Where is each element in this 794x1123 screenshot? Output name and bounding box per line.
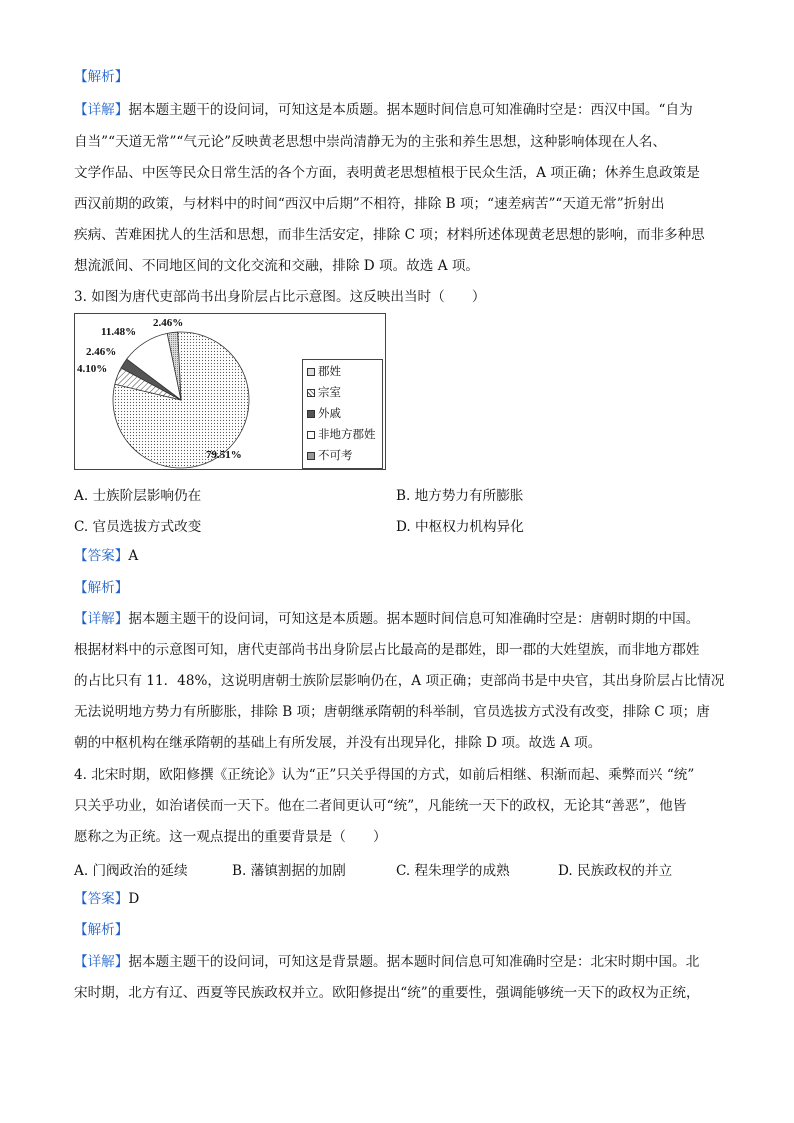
legend-swatch	[307, 389, 315, 397]
q3-detail-line: 【详解】据本题主题干的设问词，可知这是本质题。据本题时间信息可知准确时空是：唐朝时期的中国。	[74, 611, 700, 627]
pie-label-feidifang: 11.48%	[101, 326, 137, 338]
detail-paragraph-line: 文学作品、中医等民众日常生活的各个方面，表明黄老思想植根于民众生活，A 项正确；休养生息政策是	[74, 165, 700, 181]
pie-label-waiqi: 2.46%	[86, 346, 117, 358]
q3-detail-line: 根据材料中的示意图可知，唐代吏部尚书出身阶层占比最高的是郡姓，即一郡的大姓望族，而非地方郡姓	[74, 642, 700, 658]
q3-detail-line: 的占比只有 11．48%，这说明唐朝士族阶层影响仍在，A 项正确；吏部尚书是中央官，其出身阶层占比情况	[74, 673, 725, 689]
pie-label-bukekao: 2.46%	[153, 317, 184, 329]
q4-answer: 【答案】D	[74, 891, 140, 907]
chart-legend	[302, 359, 383, 469]
q3-detail-line: 无法说明地方势力有所膨胀，排除 B 项；唐朝继承隋朝的科举制，官员选拔方式没有改变，排除 C 项；唐	[74, 704, 710, 720]
question-3-stem: 3. 如图为唐代吏部尚书出身阶层占比示意图。这反映出当时（ ）	[74, 289, 486, 305]
detail-tag: 【详解】	[74, 102, 129, 118]
legend-item: 外戚	[307, 406, 341, 420]
legend-swatch	[307, 452, 315, 460]
legend-swatch	[307, 431, 315, 439]
q4-option-a: A. 门阀政治的延续	[74, 863, 188, 879]
q3-option-c: C. 官员选拔方式改变	[74, 519, 202, 535]
legend-item: 不可考	[307, 448, 353, 462]
q4-analysis-heading: 【解析】	[74, 922, 129, 938]
q4-option-b: B. 藩镇割据的加剧	[232, 863, 346, 879]
detail-paragraph-line: 想流派间、不同地区间的文化交流和交融，排除 D 项。故选 A 项。	[74, 258, 480, 274]
question-4-stem-line: 4. 北宋时期，欧阳修撰《正统论》认为“正”只关乎得国的方式，如前后相继、积渐而起、乘弊而兴 “统”	[74, 767, 695, 783]
q4-detail-line: 宋时期，北方有辽、西夏等民族政权并立。欧阳修提出“统”的重要性，强调能够统一天下的政权为正统，	[74, 985, 700, 1001]
q3-option-b: B. 地方势力有所膨胀	[396, 488, 524, 504]
q4-option-d: D. 民族政权的并立	[558, 863, 673, 879]
legend-item: 非地方郡姓	[307, 427, 376, 441]
legend-item: 宗室	[307, 385, 341, 399]
q4-option-c: C. 程朱理学的成熟	[396, 863, 510, 879]
question-4-stem-line: 愿称之为正统。这一观点提出的重要背景是（ ）	[74, 829, 387, 845]
legend-swatch	[307, 410, 315, 418]
detail-paragraph-line: 自当”“天道无常”“气元论”反映黄老思想中崇尚清静无为的主张和养生思想，这种影响体现在人名、	[74, 134, 667, 150]
analysis-heading: 【解析】	[74, 69, 129, 85]
q3-option-d: D. 中枢权力机构异化	[396, 519, 524, 535]
q3-option-a: A. 士族阶层影响仍在	[74, 488, 202, 504]
q3-analysis-heading: 【解析】	[74, 580, 129, 596]
pie-label-junxing: 79.51%	[206, 449, 242, 461]
q3-detail-line: 朝的中枢机构在继承隋朝的基础上有所发展，并没有出现异化，排除 D 项。故选 A 项。	[74, 735, 602, 751]
pie-label-zongshi: 4.10%	[77, 363, 108, 375]
q4-detail-line: 【详解】据本题主题干的设问词，可知这是背景题。据本题时间信息可知准确时空是：北宋时期中国。北	[74, 954, 700, 970]
detail-paragraph-line: 【详解】据本题主题干的设问词，可知这是本质题。据本题时间信息可知准确时空是：西汉中国。“自为	[74, 102, 693, 118]
legend-item: 郡姓	[307, 364, 341, 378]
detail-paragraph-line: 西汉前期的政策，与材料中的时间“西汉中后期”不相符，排除 B 项；“速差病苦”“天道无常”折射出	[74, 196, 665, 212]
detail-paragraph-line: 疾病、苦难困扰人的生活和思想，而非生活安定，排除 C 项；材料所述体现黄老思想的影响，而非多种思	[74, 227, 705, 243]
q3-answer: 【答案】A	[74, 548, 139, 564]
question-4-stem-line: 只关乎功业，如治诸侯而一天下。他在二者间更认可“统”，凡能统一天下的政权，无论其“善恶”，他皆	[74, 798, 687, 814]
pie-chart-figure	[74, 313, 386, 470]
legend-swatch	[307, 368, 315, 376]
